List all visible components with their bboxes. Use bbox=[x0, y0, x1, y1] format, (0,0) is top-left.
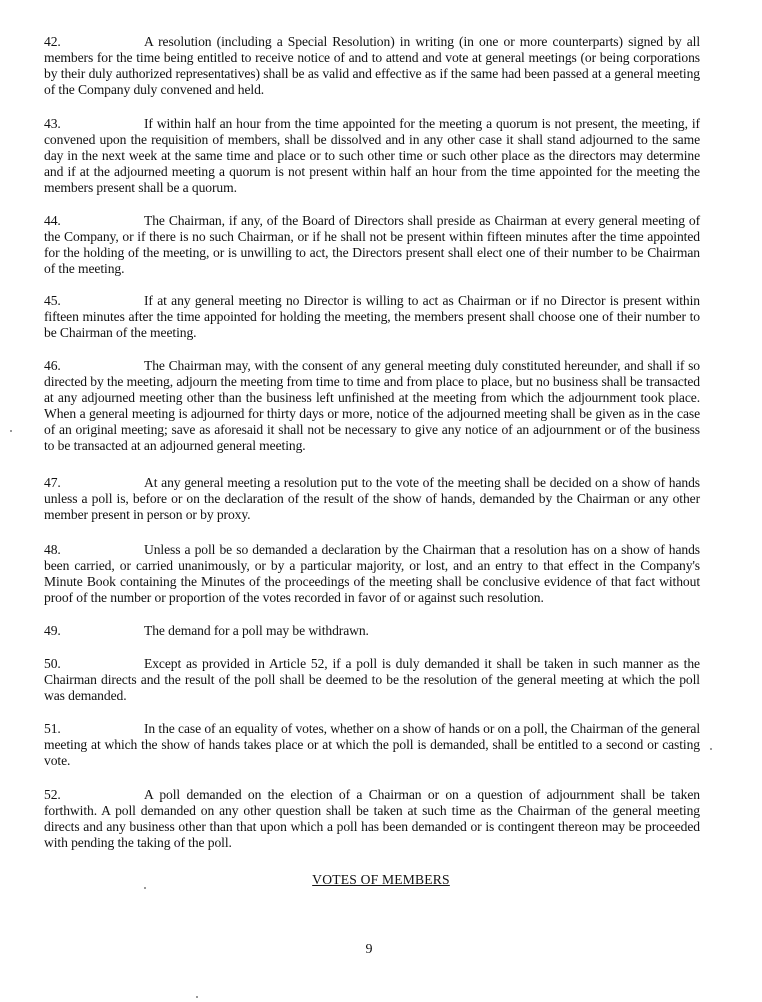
article-text: The Chairman may, with the consent of any general meeting duly constituted hereunder, and shall if so directed by the meeting, adjourn the meeting from time to time and from place to place, but no business shall be transacted at any adjourned meeting other than the business left unfinished at the meeting from which the adjournment took place. When a general meeting is adjourned for thirty days or more, notice of the adjourned meeting shall be given as in the case of an original meeting; save as aforesaid it shall not be necessary to give any notice of an adjournment or of the business to be transacted at an adjourned general meeting. bbox=[44, 358, 700, 453]
article-text: If at any general meeting no Director is willing to act as Chairman or if no Director is present within fifteen minutes after the time appointed for holding the meeting, the members present shall choose one of their number to be Chairman of the meeting. bbox=[44, 293, 700, 340]
article-52 bbox=[44, 787, 700, 851]
article-50 bbox=[44, 656, 700, 704]
article-48 bbox=[44, 542, 700, 606]
article-text: The demand for a poll may be withdrawn. bbox=[144, 623, 369, 638]
page-number: 9 bbox=[365, 942, 373, 957]
article-46 bbox=[44, 358, 700, 454]
scan-speck bbox=[10, 430, 12, 432]
article-number: 47. bbox=[44, 475, 61, 490]
article-number: 44. bbox=[44, 213, 61, 228]
article-text: If within half an hour from the time appointed for the meeting a quorum is not present, the meeting, if convened upon the requisition of members, shall be dissolved and in any other case it shall stand adjourned to the same day in the next week at the same time and place or to such other time or such other place as the directors may determine and if at the adjourned meeting a quorum is not present within half an hour from the time appointed for the meeting the members present shall be a quorum. bbox=[44, 116, 700, 195]
article-49 bbox=[44, 623, 700, 639]
article-number: 49. bbox=[44, 623, 61, 638]
article-number: 51. bbox=[44, 721, 61, 736]
article-number: 43. bbox=[44, 116, 61, 131]
article-51 bbox=[44, 721, 700, 769]
article-45 bbox=[44, 293, 700, 341]
article-text: Unless a poll be so demanded a declaration by the Chairman that a resolution has on a show of hands been carried, or carried unanimously, or by a particular majority, or lost, and an entry to that effect in the Company's Minute Book containing the Minutes of the proceedings of the meeting shall be conclusive evidence of that fact without proof of the number or proportion of the votes recorded in favor of or against such resolution. bbox=[44, 542, 700, 605]
scan-speck bbox=[144, 887, 146, 889]
article-text: At any general meeting a resolution put to the vote of the meeting shall be decided on a show of hands unless a poll is, before or on the declaration of the result of the show of hands, demanded by the Chairman or any other member present in person or by proxy. bbox=[44, 475, 700, 522]
article-42 bbox=[44, 34, 700, 98]
article-number: 48. bbox=[44, 542, 61, 557]
article-text: In the case of an equality of votes, whether on a show of hands or on a poll, the Chairman of the general meeting at which the show of hands takes place or at which the poll is demanded, shall be entitled to a second or casting vote. bbox=[44, 721, 700, 768]
article-number: 46. bbox=[44, 358, 61, 373]
scan-speck bbox=[196, 996, 198, 998]
article-43 bbox=[44, 116, 700, 196]
article-number: 50. bbox=[44, 656, 61, 671]
article-44 bbox=[44, 213, 700, 277]
article-number: 52. bbox=[44, 787, 61, 802]
article-text: A poll demanded on the election of a Chairman or on a question of adjournment shall be taken forthwith. A poll demanded on any other question shall be taken at such time as the Chairman of the general meeting directs and any business other than that upon which a poll has been demanded or is contingent thereon may be proceeded with pending the taking of the poll. bbox=[44, 787, 700, 850]
article-text: A resolution (including a Special Resolution) in writing (in one or more counterparts) signed by all members for the time being entitled to receive notice of and to attend and vote at general meetings (or being corporations by their duly authorized representatives) shall be as valid and effective as if the same had been passed at a general meeting of the Company duly convened and held. bbox=[44, 34, 700, 97]
article-text: Except as provided in Article 52, if a poll is duly demanded it shall be taken in such manner as the Chairman directs and the result of the poll shall be deemed to be the resolution of the general meeting at which the poll was demanded. bbox=[44, 656, 700, 703]
article-number: 42. bbox=[44, 34, 61, 49]
section-heading: VOTES OF MEMBERS bbox=[312, 872, 450, 887]
scan-speck bbox=[710, 748, 712, 750]
article-text: The Chairman, if any, of the Board of Directors shall preside as Chairman at every general meeting of the Company, or if there is no such Chairman, or if he shall not be present within fifteen minutes after the time appointed for the holding of the meeting, or is unwilling to act, the Directors present shall elect one of their number to be Chairman of the meeting. bbox=[44, 213, 700, 276]
article-number: 45. bbox=[44, 293, 61, 308]
article-47 bbox=[44, 475, 700, 523]
